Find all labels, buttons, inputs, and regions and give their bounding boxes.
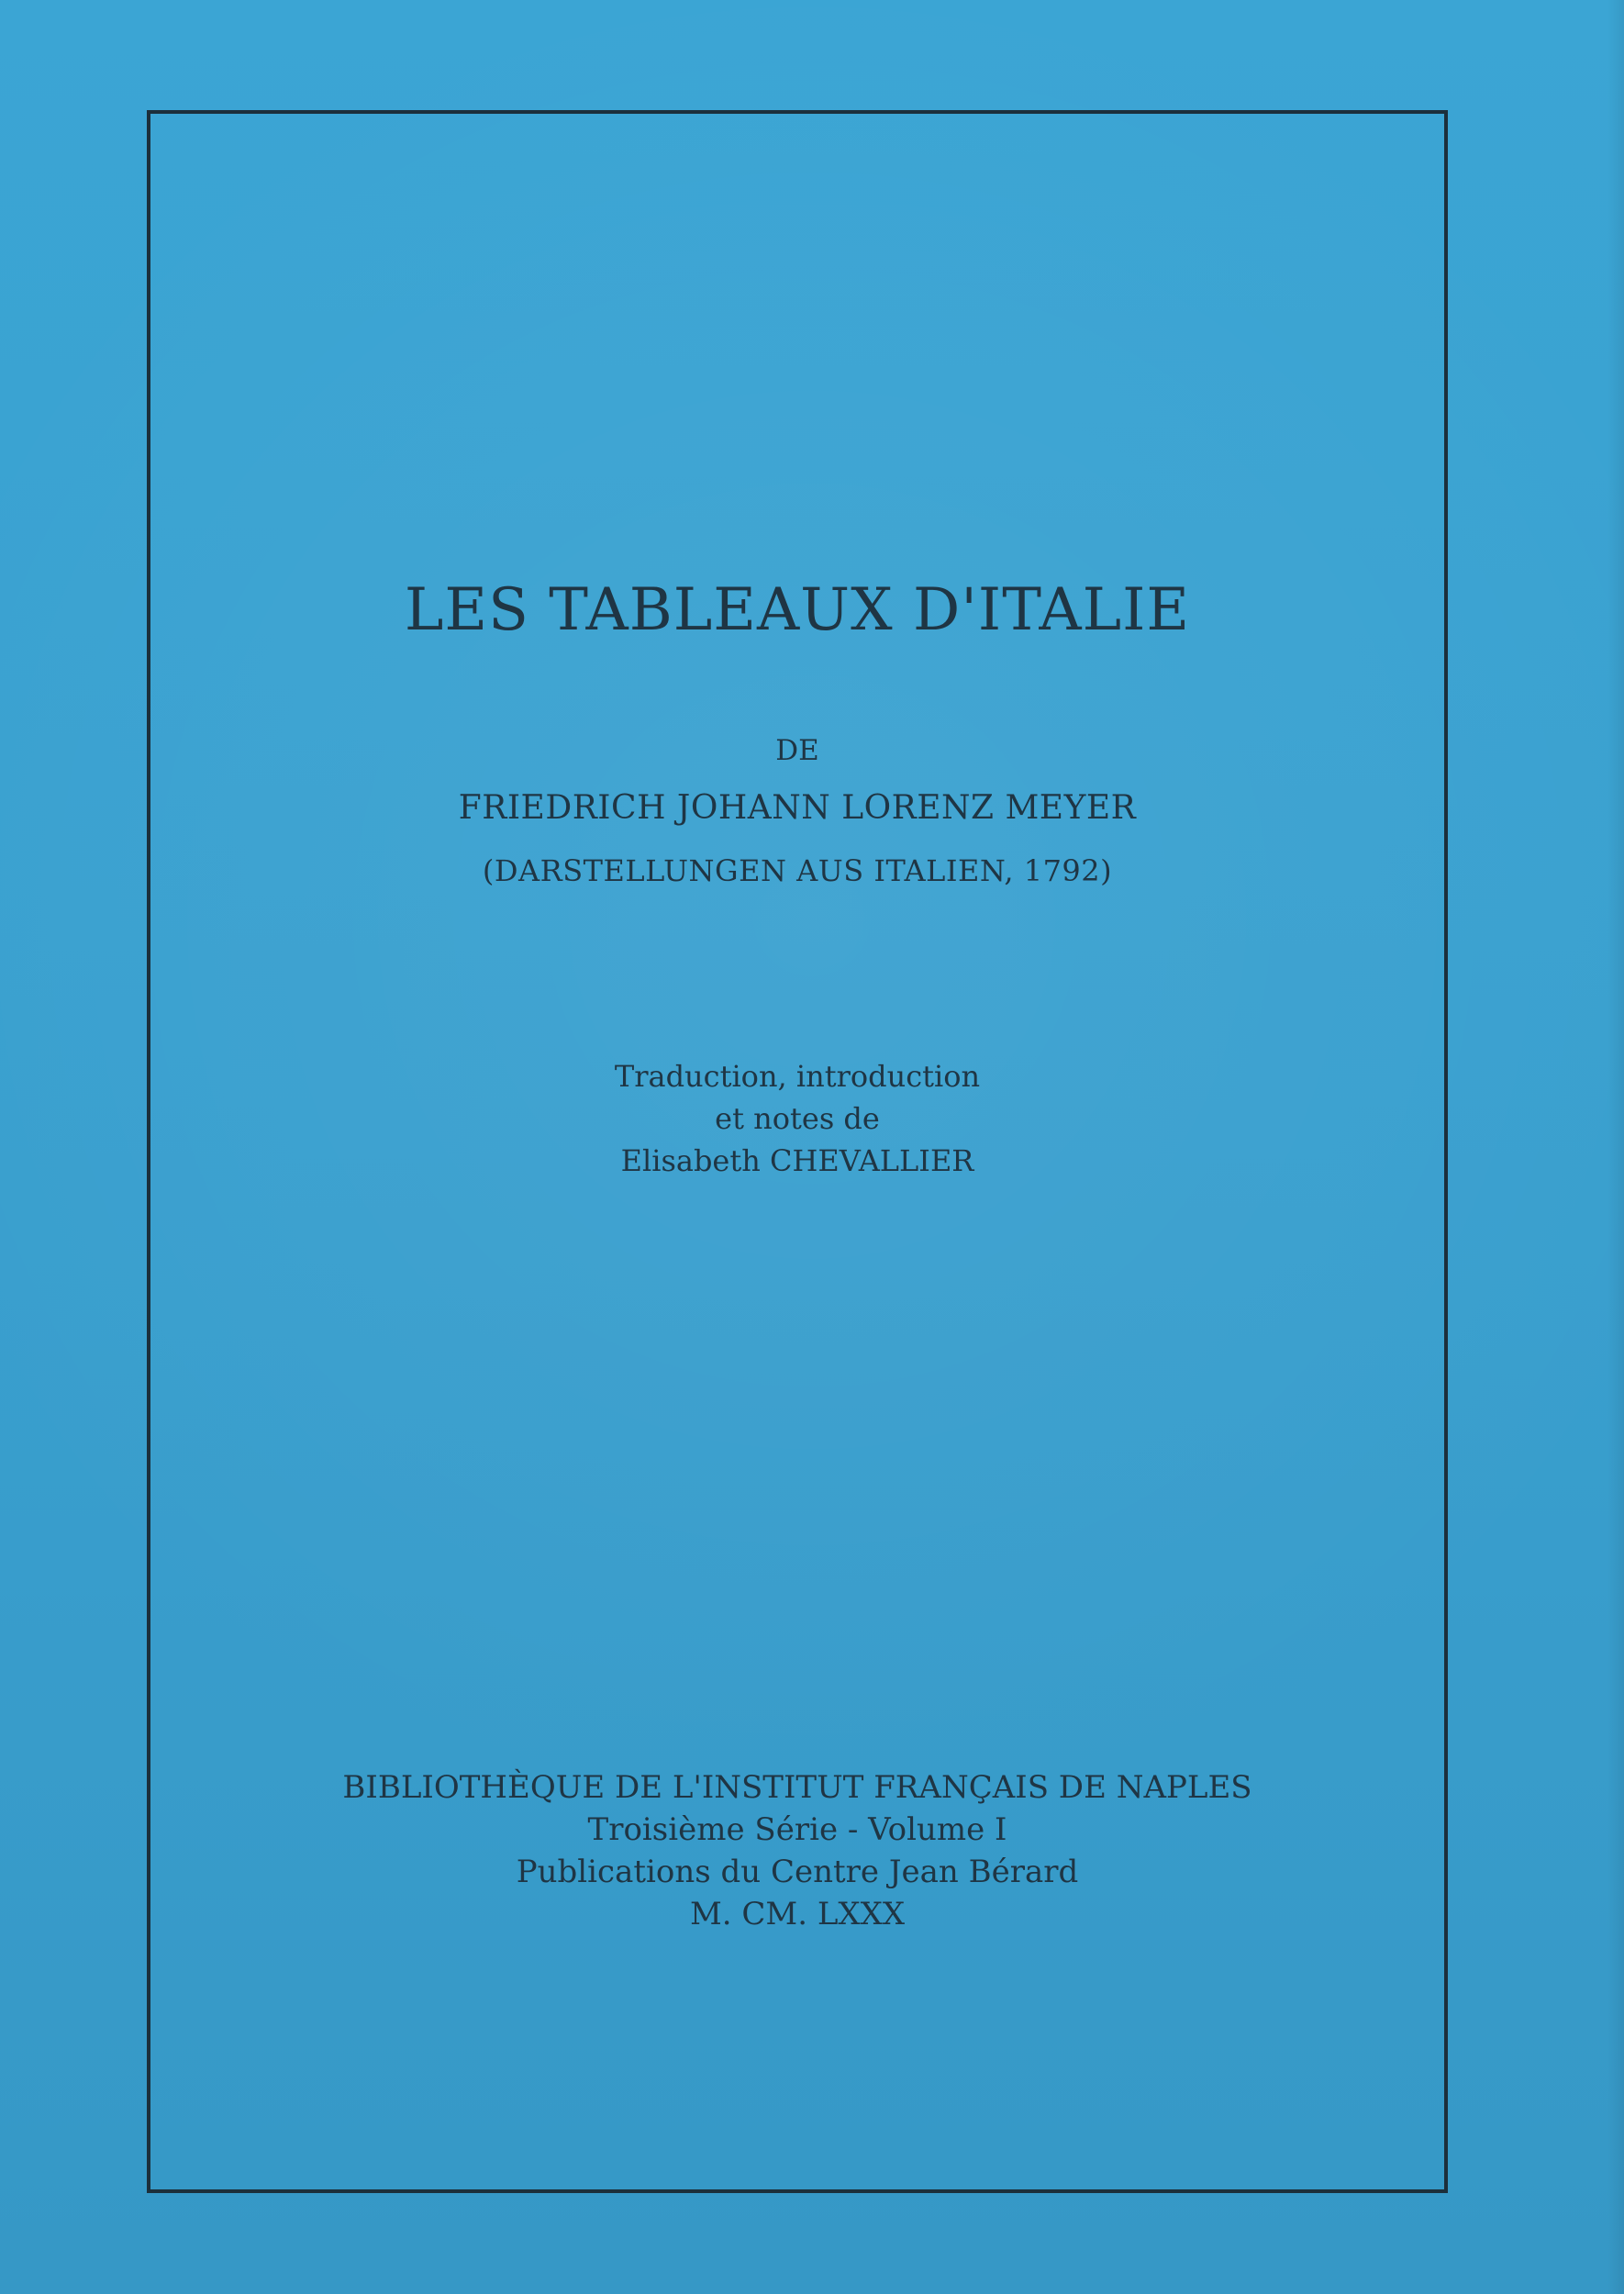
cover-edge-shadow <box>1607 0 1624 2294</box>
book-title: LES TABLEAUX D'ITALIE <box>404 576 1191 644</box>
translation-line-2: et notes de <box>715 1101 880 1136</box>
translator-name: Elisabeth CHEVALLIER <box>620 1143 974 1178</box>
publisher-info <box>147 1766 1448 1935</box>
translation-line-1: Traduction, introduction <box>614 1059 981 1094</box>
series-name: BIBLIOTHÈQUE DE L'INSTITUT FRANÇAIS DE NAPLES <box>342 1769 1252 1806</box>
translation-credits <box>147 1055 1448 1182</box>
publication-year: M. CM. LXXX <box>689 1896 906 1932</box>
publisher-imprint: Publications du Centre Jean Bérard <box>516 1854 1079 1890</box>
original-title: (DARSTELLUNGEN AUS ITALIEN, 1792) <box>482 853 1113 888</box>
author-preposition: DE <box>775 734 819 767</box>
series-volume: Troisième Série - Volume I <box>587 1811 1007 1848</box>
author-name: FRIEDRICH JOHANN LORENZ MEYER <box>458 789 1137 827</box>
